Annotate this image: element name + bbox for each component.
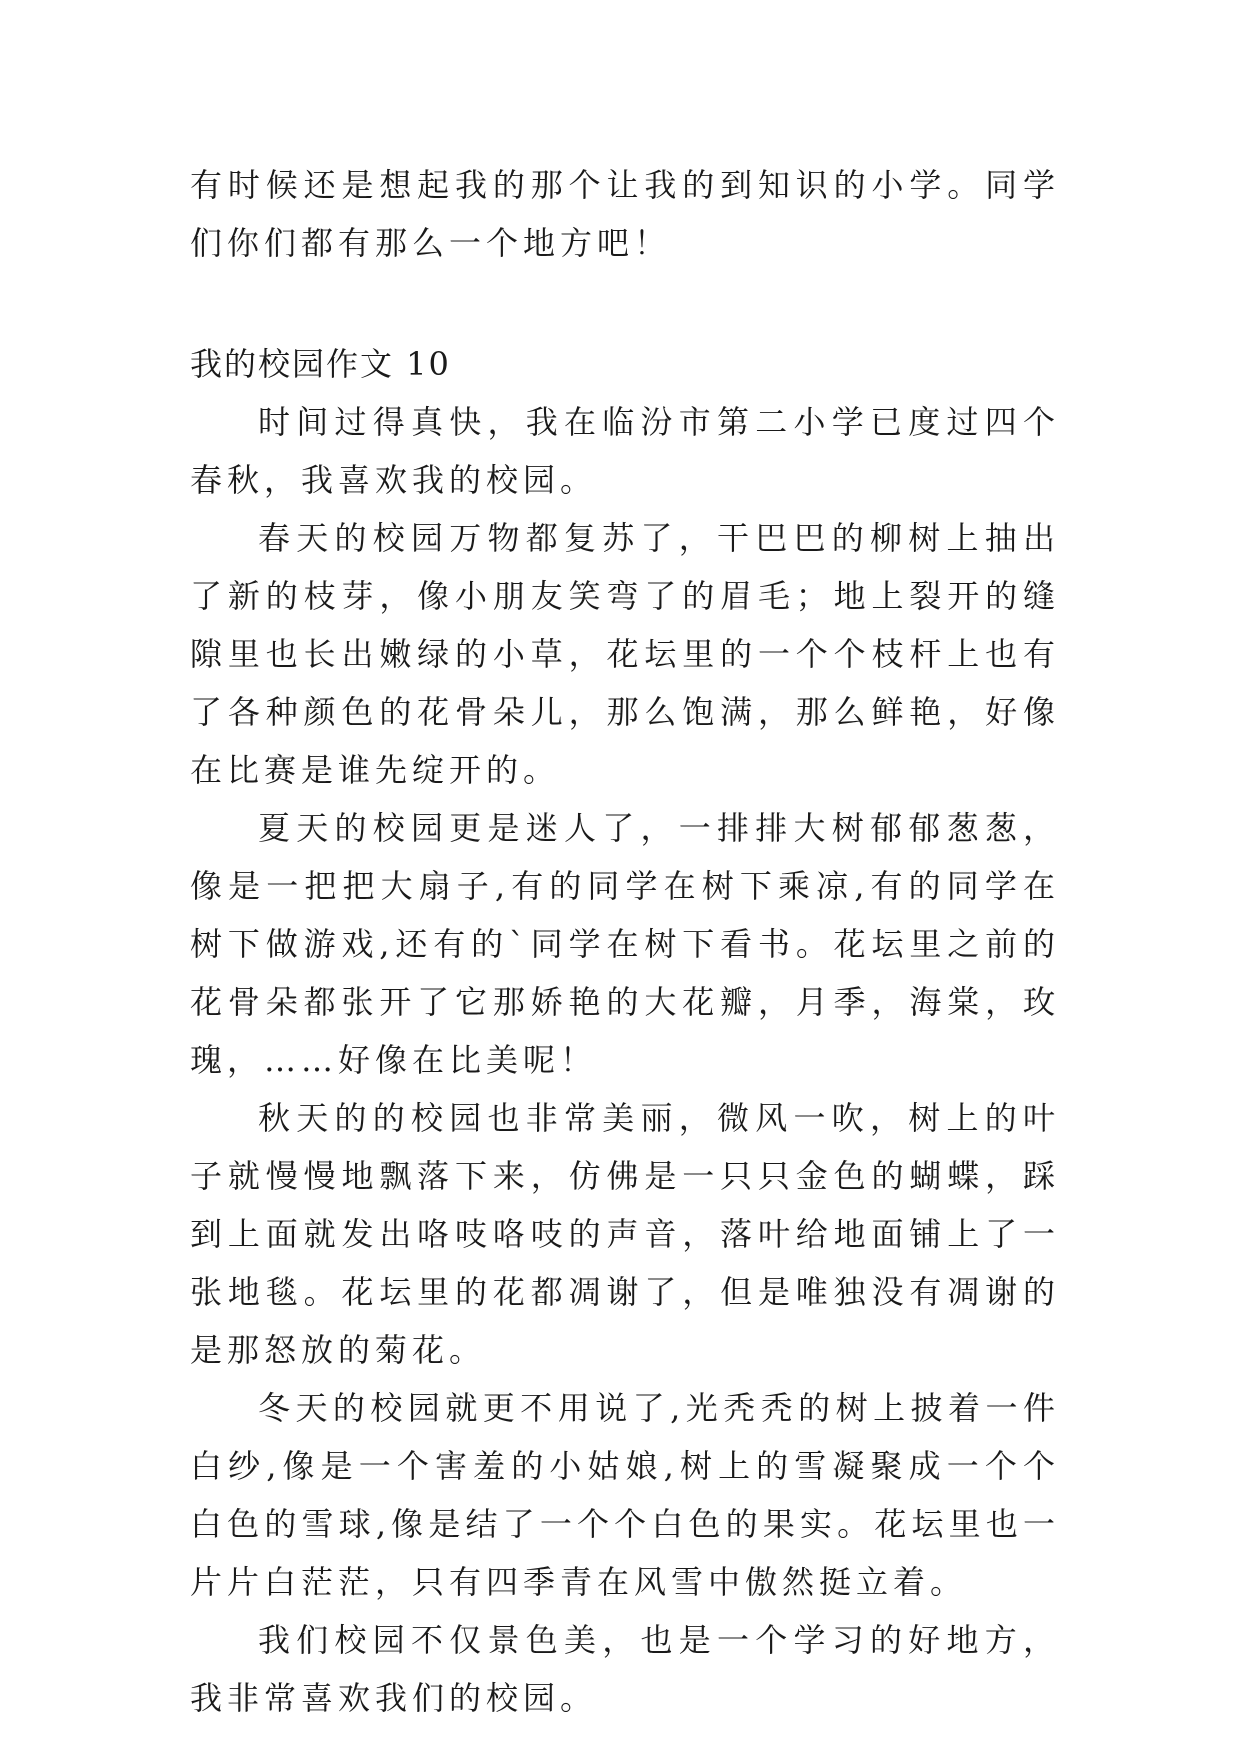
paragraph-winter: 冬天的校园就更不用说了,光秃秃的树上披着一件白纱,像是一个害羞的小姑娘,树上的雪凝聚成一个个白色的雪球,像是结了一个个白色的果实。花坛里也一片片白茫茫，只有四季青在风雪中傲然挺立着。 <box>190 1389 1060 1601</box>
intro-paragraph: 有时候还是想起我的那个让我的到知识的小学。同学们你们都有那么一个地方吧！ <box>190 166 1060 262</box>
essay-title: 我的校园作文 10 <box>190 345 451 383</box>
paragraph-autumn: 秋天的的校园也非常美丽，微风一吹，树上的叶子就慢慢地飘落下来，仿佛是一只只金色的蝴蝶，踩到上面就发出咯吱咯吱的声音，落叶给地面铺上了一张地毯。花坛里的花都凋谢了，但是唯独没有凋谢的是那怒放的菊花。 <box>190 1099 1060 1369</box>
paragraph-summer: 夏天的校园更是迷人了，一排排大树郁郁葱葱，像是一把把大扇子,有的同学在树下乘凉,有的同学在树下做游戏,还有的`同学在树下看书。花坛里之前的花骨朵都张开了它那娇艳的大花瓣，月季，海棠，玫瑰，……好像在比美呢！ <box>190 809 1060 1079</box>
essay-body <box>190 393 1060 1727</box>
paragraph-spring: 春天的校园万物都复苏了，干巴巴的柳树上抽出了新的枝芽，像小朋友笑弯了的眉毛；地上裂开的缝隙里也长出嫩绿的小草，花坛里的一个个枝杆上也有了各种颜色的花骨朵儿，那么饱满，那么鲜艳，好像在比赛是谁先绽开的。 <box>190 519 1060 789</box>
paragraph-intro: 时间过得真快，我在临汾市第二小学已度过四个春秋，我喜欢我的校园。 <box>190 403 1060 499</box>
paragraph-conclusion: 我们校园不仅景色美，也是一个学习的好地方，我非常喜欢我们的校园。 <box>190 1621 1060 1717</box>
